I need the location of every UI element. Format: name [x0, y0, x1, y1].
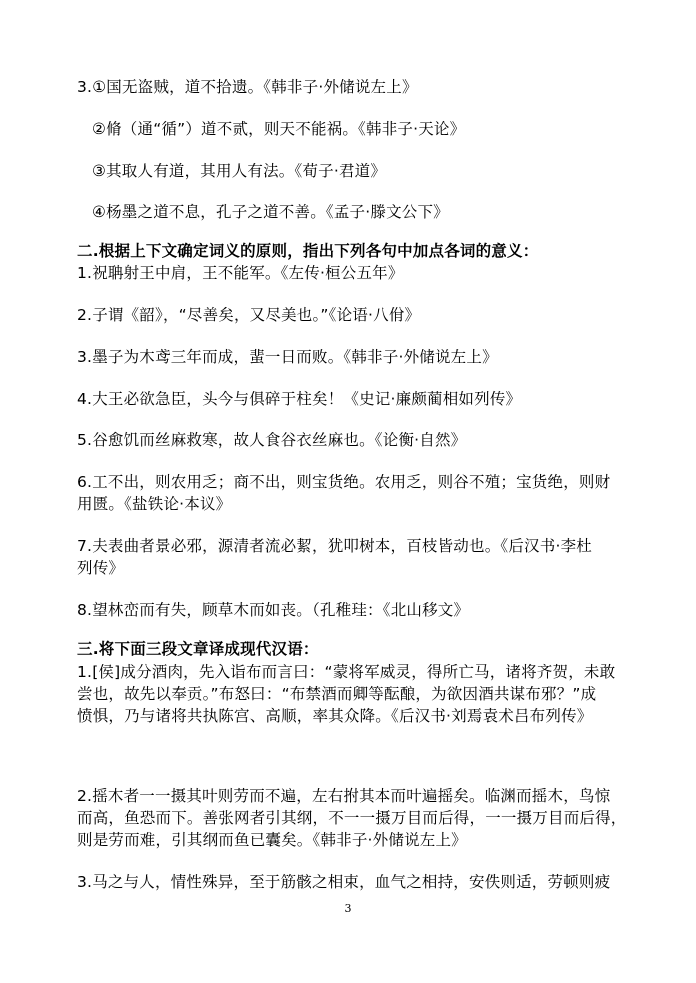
s3-line-2: 尝也，故先以奉贡。”布怒曰：“布禁酒而卿等酝酿，为欲因酒共谋布邪？”成 [77, 685, 597, 703]
s1-line-1: 3.①国无盗贼，道不拾遗。《韩非子·外储说左上》 [77, 78, 418, 96]
section-2-heading: 二.根据上下文确定词义的原则，指出下列各句中加点各词的意义： [77, 242, 539, 260]
page-number: 3 [344, 902, 352, 915]
s2-line-5: 5.谷愈饥而丝麻救寒，故人食谷衣丝麻也。《论衡·自然》 [77, 431, 467, 449]
section-3-heading: 三.将下面三段文章译成现代汉语： [77, 640, 319, 658]
s2-line-8: 7.夫表曲者景必邪，源清者流必絜，犹叩树本，百枝皆动也。《后汉书·李杜 [77, 537, 592, 555]
s3-line-7: 3.马之与人，情性殊异，至于筋骸之相束，血气之相持，安佚则适，劳顿则疲 [77, 873, 611, 891]
s1-line-2: ②脩（通“循”）道不贰，则天不能祸。《韩非子·天论》 [92, 120, 466, 138]
s3-line-5: 而高，鱼恐而下。善张网者引其纲，不一一摄万目而后得，一一摄万目而后得， [77, 809, 627, 827]
s2-line-3: 3.墨子为木鸢三年而成，蜚一日而败。《韩非子·外储说左上》 [77, 348, 498, 366]
s3-line-4: 2.摇木者一一摄其叶则劳而不遍，左右拊其本而叶遍摇矣。临渊而摇木，鸟惊 [77, 787, 611, 805]
s2-line-7: 用匮。《盐铁论·本议》 [77, 495, 232, 513]
s2-line-10: 8.望林峦而有失，顾草木而如丧。（孔稚珪：《北山移文》 [77, 601, 470, 619]
s2-line-2: 2.子谓《韶》，“尽善矣，又尽美也。”《论语·八佾》 [77, 306, 421, 324]
s2-line-1: 1.祝聃射王中肩，王不能军。《左传·桓公五年》 [77, 264, 404, 282]
s2-line-9: 列传》 [77, 559, 125, 577]
s2-line-4: 4.大王必欲急臣，头今与俱碎于柱矣！《史记·廉颇蔺相如列传》 [77, 390, 522, 408]
s2-line-6: 6.工不出，则农用乏；商不出，则宝货绝。农用乏，则谷不殖；宝货绝，则财 [77, 473, 611, 491]
s3-line-6: 则是劳而难，引其纲而鱼已囊矣。《韩非子·外储说左上》 [77, 831, 467, 849]
s1-line-4: ④杨墨之道不息，孔子之道不善。《孟子·滕文公下》 [92, 203, 449, 221]
s3-line-3: 愤惧，乃与诸将共执陈宫、高顺，率其众降。《后汉书·刘焉袁术吕布列传》 [77, 707, 593, 725]
s3-line-1: 1.[侯]成分酒肉，先入诣布而言曰：“蒙将军威灵，得所亡马，诸将齐贺，未敢 [77, 663, 616, 681]
s1-line-3: ③其取人有道，其用人有法。《荀子·君道》 [92, 162, 387, 180]
